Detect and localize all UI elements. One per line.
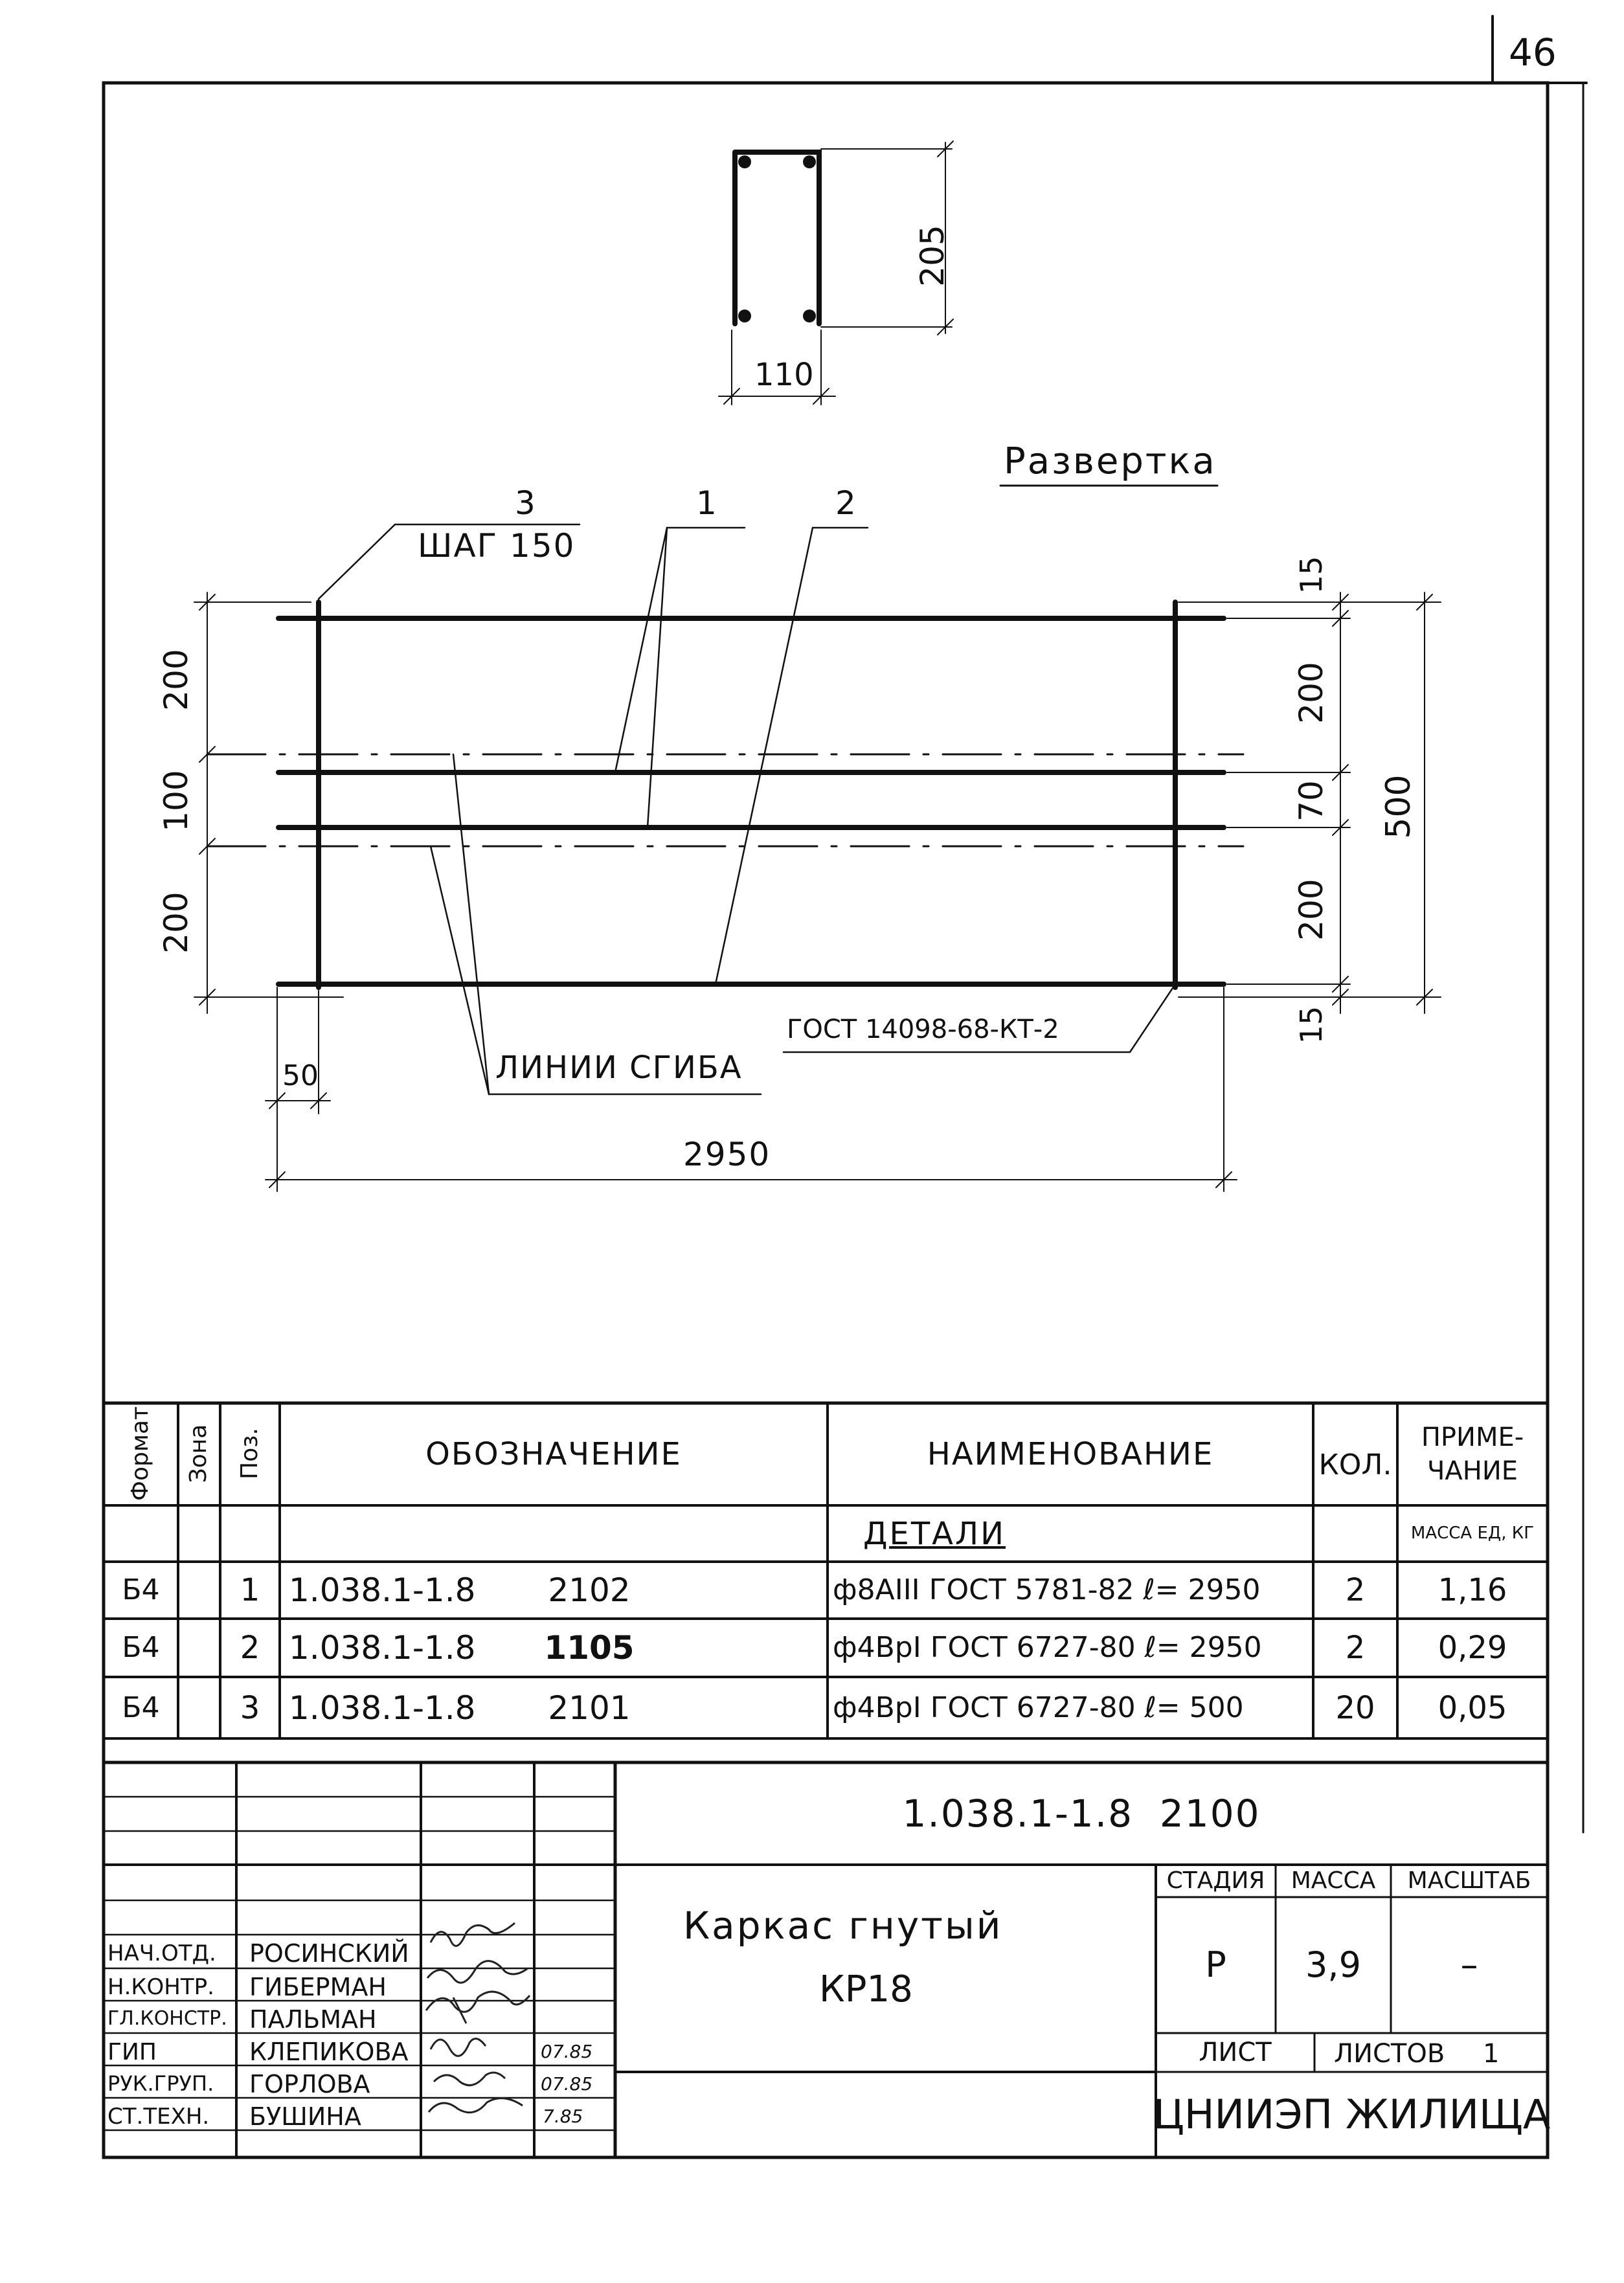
staff-role-5: РУК.ГРУП. xyxy=(107,2071,214,2096)
scale-value: – xyxy=(1460,1944,1478,1985)
table-row-3-code: 2101 xyxy=(548,1689,631,1727)
right-dim-1: 15 xyxy=(1294,556,1329,594)
table-row-3-pos: 3 xyxy=(240,1689,260,1726)
document-code: 1.038.1-1.8 2100 xyxy=(902,1792,1261,1836)
staff-role-6: СТ.ТЕХН. xyxy=(107,2104,210,2130)
header-zone: Зона xyxy=(185,1424,212,1483)
table-row-1-note: 1,16 xyxy=(1438,1572,1507,1608)
staff-role-3: ГЛ.КОНСТР. xyxy=(107,2007,227,2030)
callout-1: 1 xyxy=(696,484,717,522)
callout-2: 2 xyxy=(835,484,856,522)
left-dim-bottom: 200 xyxy=(157,892,195,954)
table-row-3-format: Б4 xyxy=(122,1691,160,1724)
staff-name-6: БУШИНА xyxy=(249,2102,361,2131)
table-row-2-designation: 1.038.1-1.8 xyxy=(289,1629,476,1667)
staff-date-5: 07.85 xyxy=(541,2073,593,2095)
stage-value: Р xyxy=(1205,1944,1226,1985)
callout-3: 3 xyxy=(515,484,536,522)
table-row-2-qty: 2 xyxy=(1345,1630,1366,1666)
staff-name-3: ПАЛЬМАН xyxy=(249,2005,377,2034)
staff-date-4: 07.85 xyxy=(541,2041,593,2062)
sheets-count: 1 xyxy=(1483,2039,1500,2069)
header-pos: Поз. xyxy=(236,1428,263,1479)
mass-value: 3,9 xyxy=(1305,1944,1361,1985)
right-dim-2: 200 xyxy=(1292,662,1330,724)
table-row-3-designation: 1.038.1-1.8 xyxy=(289,1689,476,1727)
step-label: ШАГ 150 xyxy=(418,527,576,565)
signatures xyxy=(426,1923,530,2113)
table-row-1-code: 2102 xyxy=(548,1571,631,1609)
unfold-title: Развертка xyxy=(1004,440,1217,482)
staff-date-6: 7.85 xyxy=(543,2106,583,2127)
right-dim-4: 200 xyxy=(1292,879,1330,941)
staff-role-4: ГИП xyxy=(107,2039,157,2065)
section-height-dim: 205 xyxy=(914,225,951,287)
left-dim-top: 200 xyxy=(157,649,195,711)
item-name: Каркас гнутый xyxy=(683,1904,1003,1948)
table-row-1-designation: 1.038.1-1.8 xyxy=(289,1571,476,1609)
staff-name-5: ГОРЛОВА xyxy=(249,2070,370,2098)
total-height-dim: 500 xyxy=(1379,774,1418,839)
weld-spec: ГОСТ 14098-68-КТ-2 xyxy=(787,1015,1059,1044)
header-qty: КОЛ. xyxy=(1318,1448,1392,1481)
page-number: 46 xyxy=(1509,30,1557,74)
right-dim-3: 70 xyxy=(1292,780,1330,822)
header-designation: ОБОЗНАЧЕНИЕ xyxy=(425,1436,682,1472)
length-dim: 2950 xyxy=(683,1136,771,1173)
table-row-3-note: 0,05 xyxy=(1438,1689,1507,1726)
staff-name-2: ГИБЕРМАН xyxy=(249,1973,387,2001)
offset-dim: 50 xyxy=(282,1059,319,1092)
scale-label: МАСШТАБ xyxy=(1407,1867,1531,1894)
bend-lines-label: ЛИНИИ СГИБА xyxy=(495,1050,743,1086)
section-width-dim: 110 xyxy=(754,357,814,393)
table-row-2-format: Б4 xyxy=(122,1631,160,1664)
left-dim-middle: 100 xyxy=(157,770,195,832)
table-row-1-format: Б4 xyxy=(122,1573,160,1606)
staff-name-4: КЛЕПИКОВА xyxy=(249,2038,409,2066)
table-row-3-name: ф4ВрI ГОСТ 6727-80 ℓ= 500 xyxy=(833,1691,1244,1724)
mass-unit-label: МАССА ЕД, КГ xyxy=(1410,1523,1535,1543)
sheet-label: ЛИСТ xyxy=(1199,2038,1272,2067)
header-note: ПРИМЕ-ЧАНИЕ xyxy=(1421,1423,1524,1486)
table-row-2-name: ф4ВрI ГОСТ 6727-80 ℓ= 2950 xyxy=(833,1631,1262,1664)
staff-role-1: НАЧ.ОТД. xyxy=(107,1940,216,1966)
table-row-1-pos: 1 xyxy=(240,1572,260,1608)
header-format: Формат xyxy=(127,1406,153,1501)
section-details: ДЕТАЛИ xyxy=(863,1515,1006,1552)
sheets-label: ЛИСТОВ xyxy=(1334,2039,1445,2069)
table-row-2-pos: 2 xyxy=(240,1630,260,1666)
table-row-3-qty: 20 xyxy=(1335,1689,1375,1726)
item-mark: КР18 xyxy=(819,1968,913,2010)
organization: ЦНИИЭП ЖИЛИЩА xyxy=(1153,2091,1551,2138)
right-dim-5: 15 xyxy=(1294,1006,1329,1044)
staff-role-2: Н.КОНТР. xyxy=(107,1974,214,2000)
table-row-1-qty: 2 xyxy=(1345,1572,1366,1608)
staff-name-1: РОСИНСКИЙ xyxy=(249,1939,409,1968)
table-row-2-note: 0,29 xyxy=(1438,1630,1507,1666)
header-name: НАИМЕНОВАНИЕ xyxy=(927,1436,1214,1472)
mass-label: МАССА xyxy=(1291,1867,1376,1894)
stage-label: СТАДИЯ xyxy=(1166,1867,1265,1894)
table-row-1-name: ф8АIII ГОСТ 5781-82 ℓ= 2950 xyxy=(833,1573,1261,1606)
table-row-2-code: 1105 xyxy=(544,1629,635,1667)
